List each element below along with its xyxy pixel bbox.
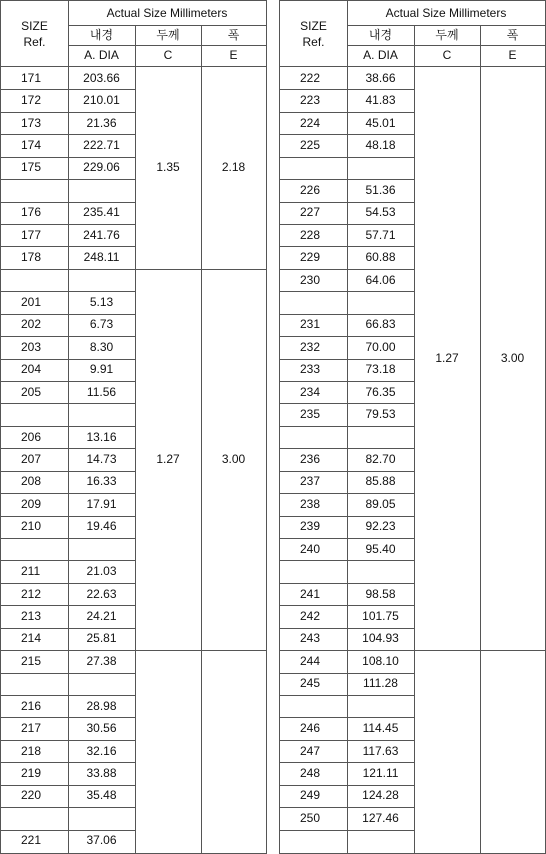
- size-ref-cell: 176: [21, 205, 42, 220]
- diameter-cell: 111.28: [363, 676, 398, 691]
- size-ref-cell: 214: [21, 631, 42, 646]
- size-ref-cell: [280, 157, 347, 179]
- size-ref-cell: 217: [21, 721, 42, 736]
- width-value: [201, 650, 266, 852]
- size-ref-cell: 247: [300, 743, 321, 758]
- diameter-cell: [347, 830, 414, 852]
- header-title: Actual Size Millimeters: [385, 5, 507, 20]
- diameter-cell: 9.91: [89, 362, 114, 377]
- diameter-cell: 11.56: [86, 384, 117, 399]
- size-ref-cell: [280, 560, 347, 582]
- diameter-cell: 57.71: [365, 227, 396, 242]
- diameter-cell: 54.53: [365, 205, 396, 220]
- diameter-cell: 21.36: [86, 115, 117, 130]
- size-ref-cell: [1, 673, 68, 695]
- header-thickness: 두께: [435, 27, 459, 42]
- header-unit-dia: A. DIA: [363, 48, 398, 62]
- size-ref-cell: 230: [300, 272, 321, 287]
- header-unit-c: C: [163, 48, 173, 62]
- size-ref-cell: 220: [21, 788, 42, 803]
- header-unit-c: C: [442, 48, 452, 62]
- size-ref-cell: 240: [300, 541, 321, 556]
- diameter-cell: [347, 426, 414, 448]
- diameter-cell: 108.10: [362, 653, 399, 668]
- size-ref-cell: 208: [21, 474, 42, 489]
- size-ref-cell: 210: [21, 519, 42, 534]
- diameter-cell: 27.38: [86, 653, 117, 668]
- size-ref-cell: 209: [21, 496, 42, 511]
- diameter-cell: 28.98: [86, 698, 117, 713]
- diameter-cell: 24.21: [86, 609, 117, 624]
- size-ref-cell: 242: [300, 609, 321, 624]
- size-ref-cell: 202: [21, 317, 42, 332]
- size-ref-cell: 225: [300, 137, 321, 152]
- diameter-cell: 66.83: [365, 317, 396, 332]
- diameter-cell: 124.28: [362, 788, 399, 803]
- size-ref-cell: [280, 830, 347, 852]
- diameter-cell: [68, 538, 135, 560]
- diameter-cell: 16.33: [86, 474, 117, 489]
- diameter-cell: 30.56: [86, 721, 117, 736]
- size-ref-cell: 219: [21, 766, 42, 781]
- diameter-cell: [347, 291, 414, 313]
- size-ref-cell: 250: [300, 810, 321, 825]
- size-ref-cell: 175: [21, 160, 42, 175]
- diameter-cell: 121.11: [362, 766, 399, 781]
- diameter-cell: 92.23: [365, 519, 396, 534]
- size-ref-cell: 173: [21, 115, 42, 130]
- diameter-cell: 14.73: [86, 452, 117, 466]
- diameter-cell: 229.06: [83, 160, 120, 175]
- size-ref-cell: 204: [21, 362, 42, 377]
- diameter-cell: [68, 673, 135, 695]
- size-ref-cell: 249: [300, 788, 321, 803]
- header-width: 폭: [506, 27, 519, 42]
- size-ref-cell: 233: [300, 362, 321, 377]
- diameter-cell: 13.16: [86, 429, 117, 444]
- diameter-cell: 76.35: [365, 384, 396, 399]
- width-value: [480, 650, 545, 852]
- diameter-cell: [347, 695, 414, 717]
- diameter-cell: 19.46: [86, 519, 117, 534]
- size-ref-cell: 222: [300, 70, 321, 85]
- size-ref-cell: 238: [300, 496, 321, 511]
- diameter-cell: 45.01: [365, 115, 396, 130]
- size-ref-cell: 234: [300, 384, 321, 399]
- size-ref-cell: [280, 291, 347, 313]
- size-ref-label: SIZE Ref.: [21, 18, 48, 49]
- size-ref-cell: 211: [21, 564, 41, 579]
- size-ref-cell: [1, 403, 68, 425]
- size-ref-cell: 237: [300, 474, 321, 489]
- size-ref-cell: 245: [300, 676, 321, 691]
- size-ref-cell: 224: [300, 115, 321, 130]
- size-ref-cell: 215: [21, 653, 42, 668]
- thickness-value: 1.35: [156, 160, 180, 175]
- size-ref-cell: [1, 538, 68, 560]
- diameter-cell: 33.88: [86, 766, 117, 781]
- size-ref-label: SIZE Ref.: [300, 18, 327, 49]
- thickness-value: 1.27: [435, 351, 459, 366]
- size-ref-cell: 212: [21, 586, 42, 601]
- size-ref-cell: 248: [300, 766, 321, 781]
- diameter-cell: [68, 269, 135, 291]
- size-ref-cell: 246: [300, 721, 321, 736]
- diameter-cell: 25.81: [86, 631, 117, 646]
- diameter-cell: 235.41: [83, 205, 120, 220]
- diameter-cell: 21.03: [86, 564, 117, 579]
- diameter-cell: [68, 403, 135, 425]
- diameter-cell: 51.36: [365, 182, 396, 197]
- diameter-cell: 38.66: [365, 70, 396, 85]
- size-ref-cell: 221: [21, 833, 42, 848]
- size-ref-cell: [280, 426, 347, 448]
- diameter-cell: 82.70: [365, 452, 396, 466]
- size-ref-cell: 226: [300, 182, 321, 197]
- diameter-cell: 73.18: [365, 362, 396, 377]
- size-ref-cell: 244: [300, 653, 321, 668]
- diameter-cell: 22.63: [86, 586, 117, 601]
- header-title: Actual Size Millimeters: [106, 5, 228, 20]
- size-ref-cell: 232: [300, 339, 321, 354]
- size-ref-cell: 213: [21, 609, 42, 624]
- header-unit-e: E: [229, 48, 238, 62]
- diameter-cell: 48.18: [365, 137, 396, 152]
- diameter-cell: 37.06: [86, 833, 117, 848]
- size-ref-cell: 241: [300, 586, 321, 601]
- header-inner-diameter: 내경: [89, 27, 114, 42]
- size-ref-header: [1, 1, 68, 66]
- diameter-cell: [347, 560, 414, 582]
- size-ref-cell: 172: [21, 93, 42, 108]
- header-thickness: 두께: [156, 27, 180, 42]
- size-ref-cell: 174: [21, 137, 42, 152]
- diameter-cell: 35.48: [86, 788, 117, 803]
- size-ref-header: [280, 1, 347, 66]
- size-ref-cell: 228: [300, 227, 321, 242]
- size-ref-cell: 218: [21, 743, 42, 758]
- diameter-cell: [68, 179, 135, 201]
- diameter-cell: 101.75: [362, 609, 399, 624]
- size-ref-cell: 177: [21, 227, 42, 242]
- diameter-cell: 89.05: [365, 496, 396, 511]
- diameter-cell: 32.16: [86, 743, 117, 758]
- diameter-cell: 60.88: [365, 250, 396, 265]
- size-ref-cell: 236: [300, 452, 321, 466]
- diameter-cell: 70.00: [365, 339, 396, 354]
- diameter-cell: 117.63: [362, 743, 399, 758]
- size-ref-cell: 227: [300, 205, 321, 220]
- diameter-cell: [68, 807, 135, 829]
- diameter-cell: 85.88: [365, 474, 396, 489]
- width-value: 3.00: [221, 452, 246, 466]
- diameter-cell: 114.45: [362, 721, 399, 736]
- size-ref-cell: 205: [21, 384, 42, 399]
- size-ref-cell: 201: [21, 295, 42, 309]
- size-ref-cell: 243: [300, 631, 321, 646]
- diameter-cell: 241.76: [83, 227, 120, 242]
- size-ref-cell: 207: [21, 452, 42, 466]
- diameter-cell: 41.83: [365, 93, 396, 108]
- diameter-cell: 8.30: [89, 339, 114, 354]
- diameter-cell: 203.66: [83, 70, 120, 85]
- size-table-left: [0, 0, 267, 854]
- thickness-value: [414, 650, 480, 852]
- diameter-cell: 104.93: [362, 631, 399, 646]
- size-ref-cell: [1, 807, 68, 829]
- header-inner-diameter: 내경: [368, 27, 393, 42]
- thickness-value: [135, 650, 201, 852]
- size-ref-cell: 229: [300, 250, 321, 265]
- diameter-cell: 98.58: [365, 586, 396, 601]
- thickness-value: 1.27: [156, 452, 180, 466]
- size-ref-cell: [1, 179, 68, 201]
- size-ref-cell: 223: [300, 93, 321, 108]
- width-value: 3.00: [500, 351, 525, 366]
- size-ref-cell: 231: [300, 317, 321, 332]
- diameter-cell: 79.53: [365, 407, 396, 422]
- size-ref-cell: 216: [21, 698, 42, 713]
- diameter-cell: 248.11: [83, 250, 120, 265]
- diameter-cell: 6.73: [89, 317, 114, 332]
- diameter-cell: 210.01: [83, 93, 120, 108]
- header-width: 폭: [227, 27, 240, 42]
- diameter-cell: 64.06: [365, 272, 396, 287]
- diameter-cell: 17.91: [86, 496, 117, 511]
- diameter-cell: 95.40: [365, 541, 396, 556]
- size-ref-cell: [1, 269, 68, 291]
- diameter-cell: 127.46: [362, 810, 399, 825]
- width-value: 2.18: [221, 160, 246, 175]
- size-ref-cell: 171: [21, 70, 42, 85]
- diameter-cell: 222.71: [83, 137, 120, 152]
- header-unit-e: E: [508, 48, 517, 62]
- size-ref-cell: [280, 695, 347, 717]
- diameter-cell: [347, 157, 414, 179]
- size-ref-cell: 203: [21, 339, 42, 354]
- size-ref-cell: 178: [21, 250, 42, 265]
- diameter-cell: 5.13: [89, 295, 114, 309]
- size-ref-cell: 206: [21, 429, 42, 444]
- size-ref-cell: 239: [300, 519, 321, 534]
- size-table-right: [279, 0, 546, 854]
- size-ref-cell: 235: [300, 407, 321, 422]
- header-unit-dia: A. DIA: [84, 48, 119, 62]
